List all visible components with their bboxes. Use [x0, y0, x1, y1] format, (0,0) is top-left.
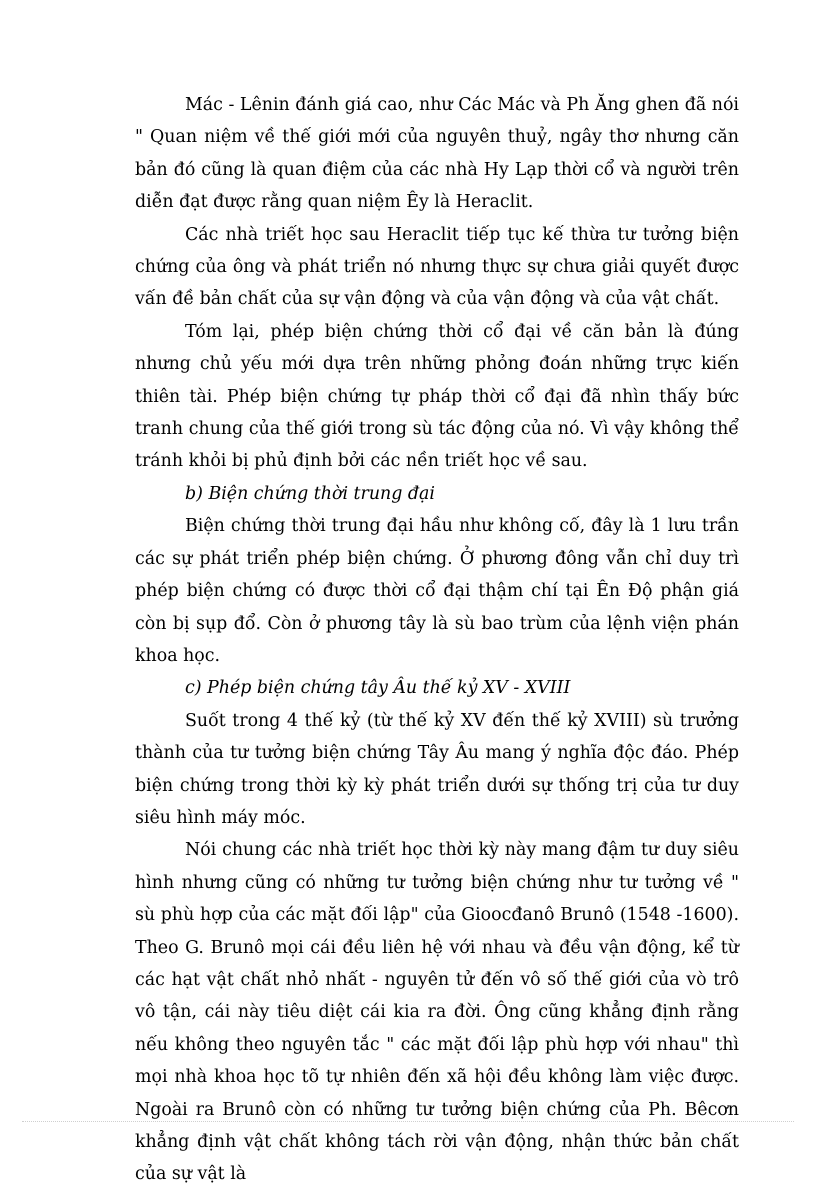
- paragraph-bruno: Nói chung các nhà triết học thời kỳ này mang đậm tư duy siêu hình nhưng cũng có những tư tưởng biện chứng như tư tưởng về " sù phù hợp của các mặt đối lập" của Gioocđanô Brunô (1548 -1600). Theo G. Brunô mọi cái đều liên hệ với nhau và đều vận động, kể từ các hạt vật chất nhỏ nhất - nguyên tử đến vô số thế giới của vò trô vô tận, cái này tiêu diệt cái kia ra đời. Ông cũng khẳng định rằng nếu không theo nguyên tắc " các mặt đối lập phù hợp với nhau" thì mọi nhà khoa học tõ tự nhiên đến xã hội đều không làm việc được. Ngoài ra Brunô còn có những tư tưởng biện chứng của Ph. Bêcơn khẳng định vật chất không tách rời vận động, nhận thức bản chất của sự vật là: [135, 840, 739, 1185]
- paragraph-heraclit-successors: Các nhà triết học sau Heraclit tiếp tục kế thừa tư tưởng biện chứng của ông và phát triển nó nhưng thực sự chưa giải quyết được vấn đề bản chất của sự vận động và của vận động và của vật chất.: [135, 224, 739, 310]
- paragraph-medieval: Biện chứng thời trung đại hầu như không cố, đây là 1 lưu trần các sự phát triển phép biện chứng. Ở phương đông vẫn chỉ duy trì phép biện chứng có được thời cổ đại thậm chí tại Ên Độ phận giá còn bị sụp đổ. Còn ở phương tây là sù bao trùm của lệnh viện phán khoa học.: [135, 516, 739, 666]
- paragraph-marx-lenin: Mác - Lênin đánh giá cao, như Các Mác và Ph Ăng ghen đã nói " Quan niệm về thế giới mới của nguyên thuỷ, ngây thơ nhưng căn bản đó cũng là quan điệm của các nhà Hy Lạp thời cổ và người trên diễn đạt được rằng quan niệm Êy là Heraclit.: [135, 95, 739, 213]
- section-heading-western-europe: c) Phép biện chứng tây Âu thế kỷ XV - XVIII: [185, 678, 571, 699]
- paragraph-summary-ancient: Tóm lại, phép biện chứng thời cổ đại về căn bản là đúng nhưng chủ yếu mới dựa trên những phỏng đoán những trực kiến thiên tài. Phép biện chứng tự pháp thời cổ đại đã nhìn thấy bức tranh chung của thế giới trong sù tác động của nó. Vì vậy không thể tránh khỏi bị phủ định bởi các nền triết học về sau.: [135, 321, 739, 472]
- document-body: [135, 89, 739, 1191]
- section-heading-medieval: b) Biện chứng thời trung đại: [185, 483, 435, 504]
- page-bottom-divider: [22, 1121, 794, 1122]
- paragraph-four-centuries: Suốt trong 4 thế kỷ (từ thế kỷ XV đến thế kỷ XVIII) sù trưởng thành của tư tưởng biện chứng Tây Âu mang ý nghĩa độc đáo. Phép biện chứng trong thời kỳ kỳ phát triển dưới sự thống trị của tư duy siêu hình máy móc.: [135, 710, 739, 828]
